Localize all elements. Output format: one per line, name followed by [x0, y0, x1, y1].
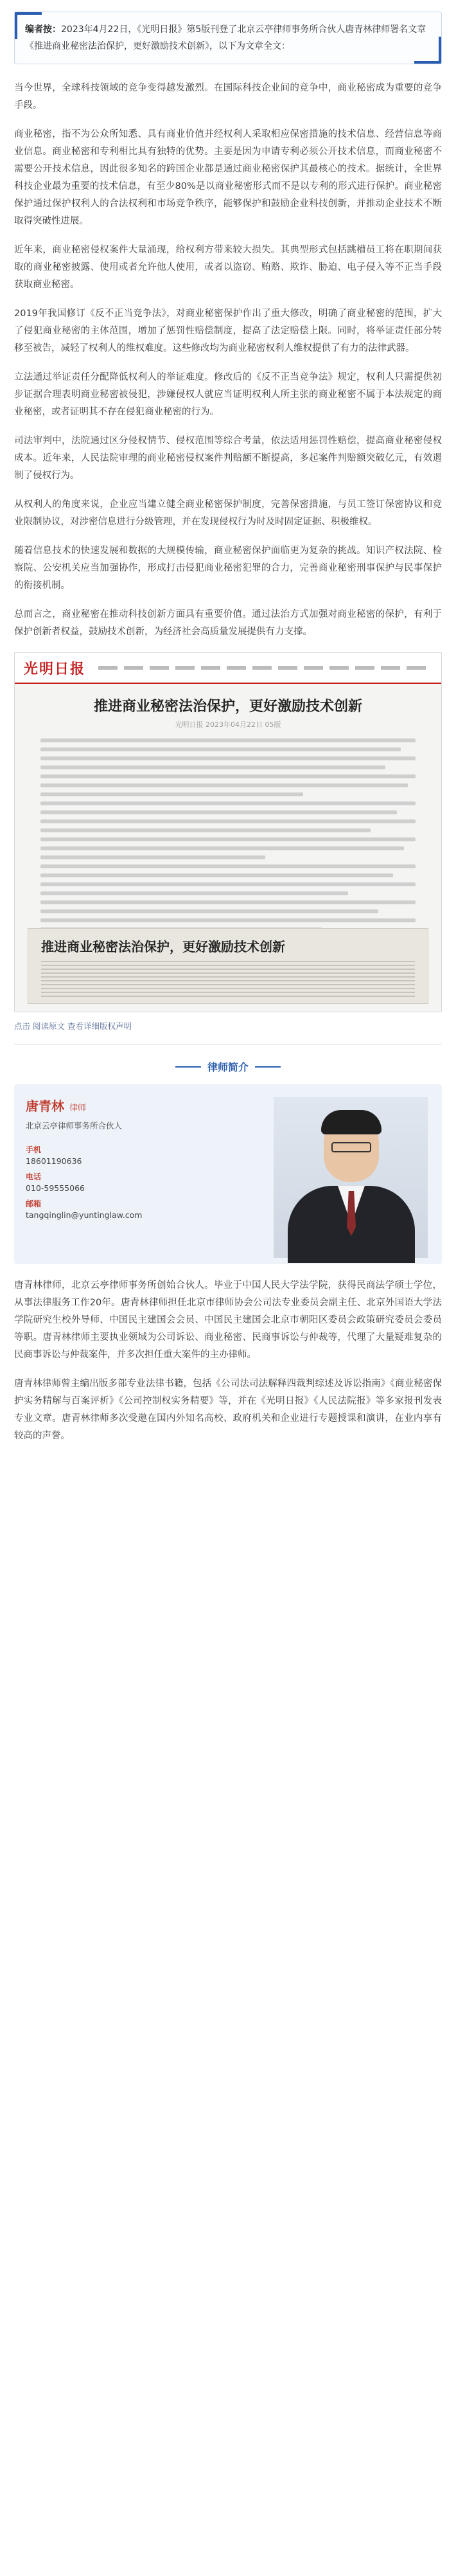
newspaper-logo: 光明日报: [24, 660, 86, 677]
email-value[interactable]: tangqinglin@yuntinglaw.com: [26, 1210, 143, 1220]
article-paragraph: 从权利人的角度来说，企业应当建立健全商业秘密保护制度，完善保密措施，与员工签订保密协议和竞业限制协议，对涉密信息进行分级管理，并在发现侵权行为时及时固定证据、积极维权。: [14, 499, 442, 527]
article-paragraph: 商业秘密，指不为公众所知悉、具有商业价值并经权利人采取相应保密措施的技术信息、经营信息等商业信息。商业秘密和专利相比具有独特的优势。主要是因为申请专利必须公开技术信息，而商业秘密不需要公开技术信息，因此很多知名的跨国企业都是通过商业秘密保护其最核心的技术。据统计，全世界科技企业最为重要的技术信息，有至少80%是以商业秘密形式而不是以专利的形式进行保护。商业秘密保护通过保护权利人的合法权利和市场竞争秩序，能够保护和鼓励企业科技创新，并推动企业技术不断取得突破性进展。: [14, 129, 442, 226]
lawyer-contact: [26, 1144, 257, 1220]
newspaper-meta: 光明日报 2023年04月22日 05版: [175, 720, 281, 729]
bio-paragraph: 唐青林律师，北京云亭律师事务所创始合伙人。毕业于中国人民大学法学院，获得民商法学硕士学位，从事法律服务工作20年。唐青林律师担任北京市律师协会公司法专业委员会副主任、北京外国语大学法学院研究生校外导师、中国民主建国会会员、中国民主建国会北京市朝阳区委员会政策研究委员会委员等职。唐青林律师主要执业领域为公司诉讼、商业秘密、民商事诉讼与仲裁等，代理了大量疑难复杂的民商事诉讼与仲裁案件，并多次担任重大案件的主办律师。: [14, 1280, 442, 1360]
divider: [14, 1044, 442, 1045]
lawyer-bio: [0, 1264, 456, 1445]
lawyer-info: [26, 1096, 257, 1220]
article-paragraph: 近年来，商业秘密侵权案件大量涌现，给权利方带来较大损失。其典型形式包括跳槽员工将在职期间获取的商业秘密披露、使用或者允许他人使用，或者以盗窃、贿赂、欺诈、胁迫、电子侵入等不正当手段获取商业秘密。: [14, 245, 442, 290]
article-paragraph: 司法审判中，法院通过区分侵权情节、侵权范围等综合考量，依法适用惩罚性赔偿，提高商业秘密侵权成本。近年来，人民法院审理的商业秘密侵权案件判赔额不断提高，多起案件判赔额突破亿元，有效遏制了侵权行为。: [14, 436, 442, 481]
lawyer-name: 唐青林: [26, 1098, 64, 1114]
editor-note-text: [25, 21, 431, 55]
editor-note: [14, 12, 442, 64]
section-header: [0, 1059, 456, 1074]
section-bar-right: [255, 1066, 281, 1068]
lawyer-card: [14, 1084, 442, 1264]
section-title: 律师简介: [207, 1061, 249, 1073]
newspaper-clipping-title: 推进商业秘密法治保护，更好激励技术创新: [41, 939, 285, 954]
editor-note-label: 编者按：: [25, 24, 61, 35]
email-label: 邮箱: [26, 1199, 42, 1208]
newspaper-clipping-text: [41, 958, 415, 997]
article-paragraph: 立法通过举证责任分配降低权利人的举证难度。修改后的《反不正当竞争法》规定，权利人只需提供初步证据合理表明商业秘密被侵犯，涉嫌侵权人就应当证明权利人所主张的商业秘密不属于本法规定的商业秘密，或者证明其不存在侵犯商业秘密的行为。: [14, 372, 442, 417]
newspaper-clipping: [28, 928, 428, 1004]
article-paragraph: 当今世界，全球科技领域的竞争变得越发激烈。在国际科技企业间的竞争中，商业秘密成为重要的竞争手段。: [14, 83, 442, 111]
phone-value[interactable]: 18601190636: [26, 1156, 82, 1166]
article-body: [0, 64, 456, 641]
article-paragraph: 随着信息技术的快速发展和数据的大规模传输，商业秘密保护面临更为复杂的挑战。知识产权法院、检察院、公安机关应当加强协作，形成打击侵犯商业秘密犯罪的合力，完善商业秘密刑事保护与民事保护的衔接机制。: [14, 546, 442, 591]
article-paragraph: 2019年我国修订《反不正当竞争法》，对商业秘密保护作出了重大修改，明确了商业秘密的范围，扩大了侵犯商业秘密的主体范围，增加了惩罚性赔偿制度，提高了法定赔偿上限。同时，将举证责任部分转移至被告，减轻了权利人的维权难度。这些修改均为商业秘密权利人维权提供了有力的法律武器。: [14, 309, 442, 353]
article-paragraph: 总而言之，商业秘密在推动科技创新方面具有重要价值。通过法治方式加强对商业秘密的保护，有利于保护创新者权益，鼓励技术创新，为经济社会高质量发展提供有力支撑。: [14, 609, 442, 637]
editor-note-body: 2023年4月22日，《光明日报》第5版刊登了北京云亭律师事务所合伙人唐青林律师署名文章《推进商业秘密法治保护，更好激励技术创新》，以下为文章全文：: [25, 24, 426, 51]
lawyer-photo: [274, 1097, 428, 1258]
photo-glasses: [331, 1142, 371, 1152]
newspaper-nav-decoration: [98, 666, 432, 670]
tel-label: 电话: [26, 1172, 42, 1181]
newspaper-image[interactable]: [14, 652, 442, 1012]
section-bar-left: [175, 1066, 201, 1068]
newspaper-title: 推进商业秘密法治保护，更好激励技术创新: [93, 699, 362, 715]
read-original-link[interactable]: 点击 阅读原文 查看详细版权声明: [14, 1021, 132, 1031]
tel-value[interactable]: 010-59555066: [26, 1183, 85, 1193]
phone-label: 手机: [26, 1145, 42, 1154]
bio-paragraph: 唐青林律师曾主编出版多部专业法律书籍，包括《公司法司法解释四裁判综述及诉讼指南》《商业秘密保护实务精解与百案评析》《公司控制权实务精要》等，并在《光明日报》《人民法院报》等多家报刊发表专业文章。唐青林律师多次受邀在国内外知名高校、政府机关和企业进行专题授课和演讲，在业内享有较高的声誉。: [14, 1379, 442, 1441]
lawyer-role: 律师: [69, 1104, 87, 1113]
newspaper-masthead: [15, 653, 441, 684]
photo-hair: [321, 1110, 381, 1134]
lawyer-firm: 北京云亭律师事务所合伙人: [26, 1121, 123, 1131]
